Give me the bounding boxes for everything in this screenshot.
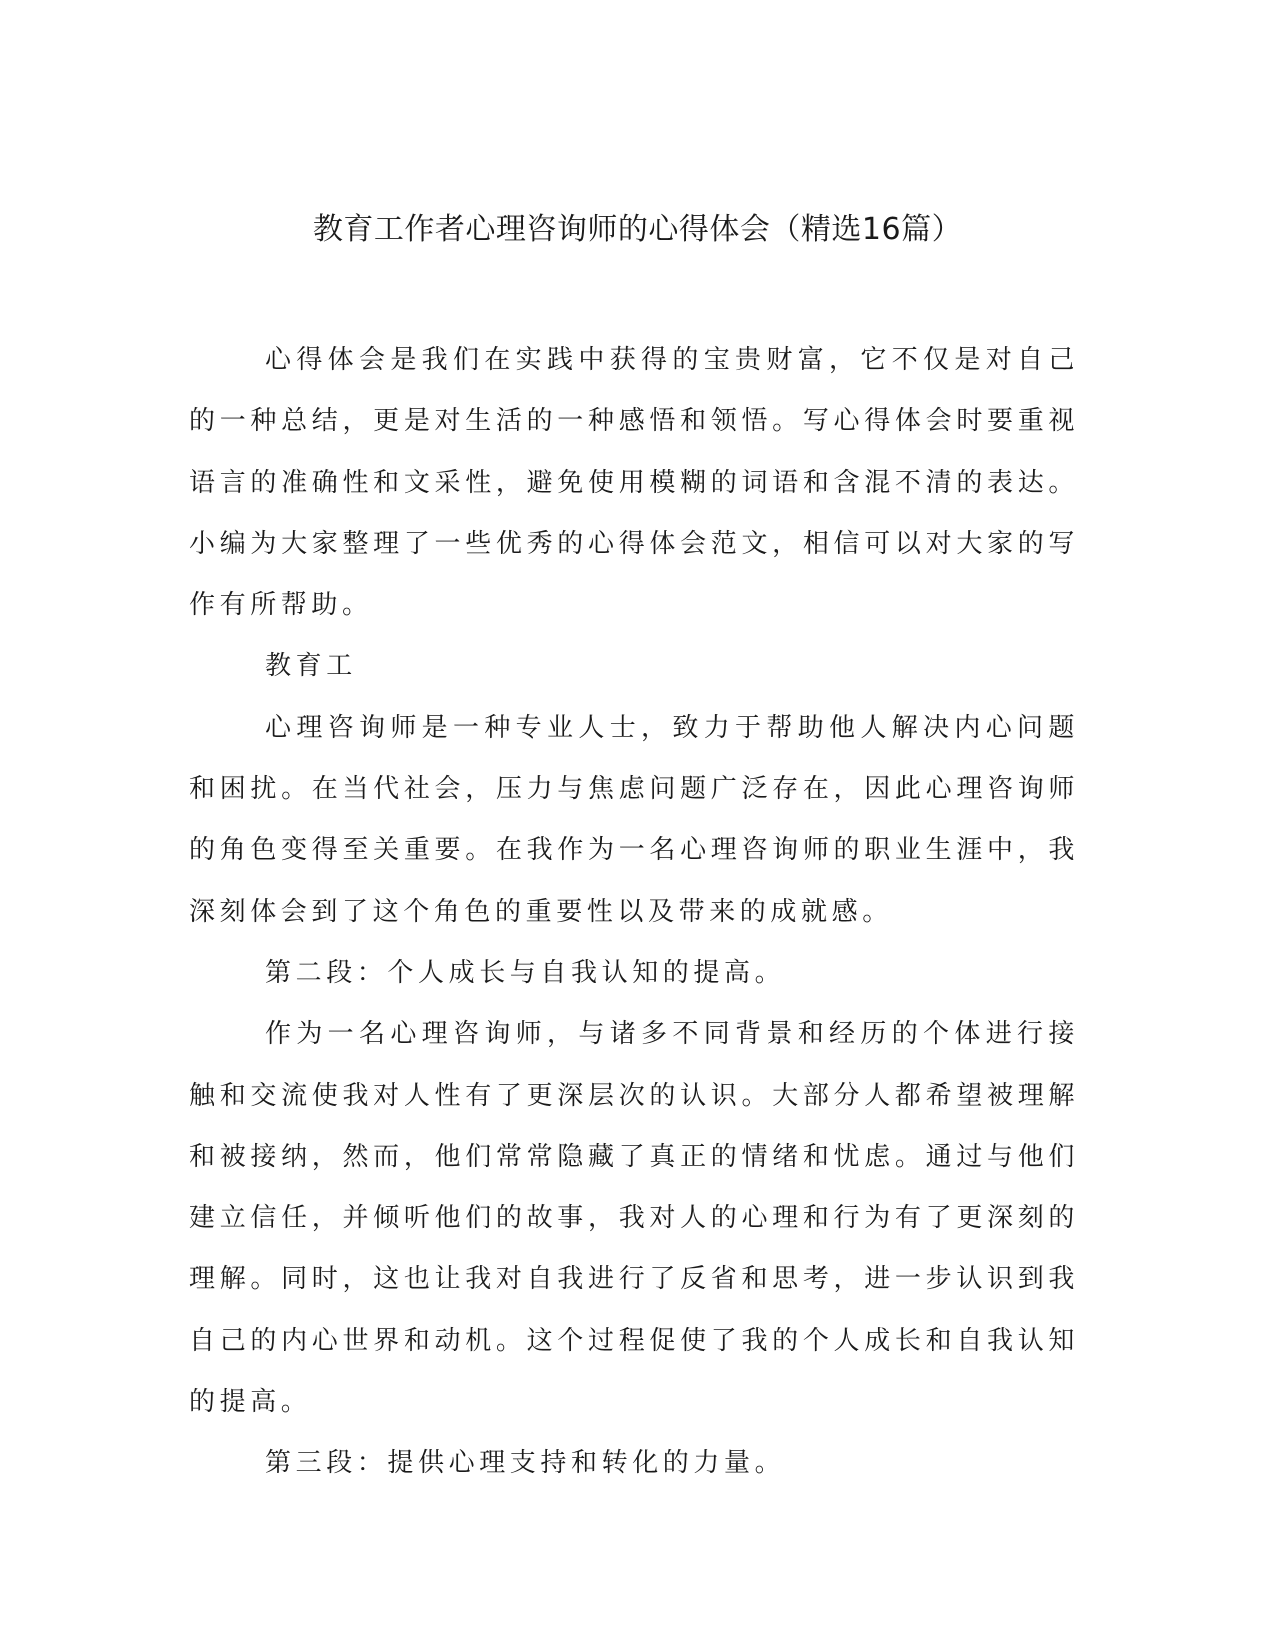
section-heading: 第二段：个人成长与自我认知的提高。 [265,957,786,988]
body-paragraph: 心理咨询师是一种专业人士，致力于帮助他人解决内心问题和困扰。在当代社会，压力与焦虑问题广泛存在，因此心理咨询师的角色变得至关重要。在我作为一名心理咨询师的职业生涯中，我深刻体会到了这个角色的重要性以及带来的成就感。 [189,712,1079,927]
intro-paragraph: 心得体会是我们在实践中获得的宝贵财富，它不仅是对自己的一种总结，更是对生活的一种感悟和领悟。写心得体会时要重视语言的准确性和文采性，避免使用模糊的词语和含混不清的表达。小编为大家整理了一些优秀的心得体会范文，相信可以对大家的写作有所帮助。 [189,345,1079,621]
body-paragraph: 作为一名心理咨询师，与诸多不同背景和经历的个体进行接触和交流使我对人性有了更深层次的认识。大部分人都希望被理解和被接纳，然而，他们常常隐藏了真正的情绪和忧虑。通过与他们建立信任，并倾听他们的故事，我对人的心理和行为有了更深刻的理解。同时，这也让我对自我进行了反省和思考，进一步认识到我自己的内心世界和动机。这个过程促使了我的个人成长和自我认知的提高。 [189,1019,1079,1418]
section-heading: 第三段：提供心理支持和转化的力量。 [265,1448,786,1479]
document-title: 教育工作者心理咨询师的心得体会（精选16篇） [312,212,963,247]
document-body [189,330,1079,1495]
section-heading: 教育工 [265,651,357,682]
